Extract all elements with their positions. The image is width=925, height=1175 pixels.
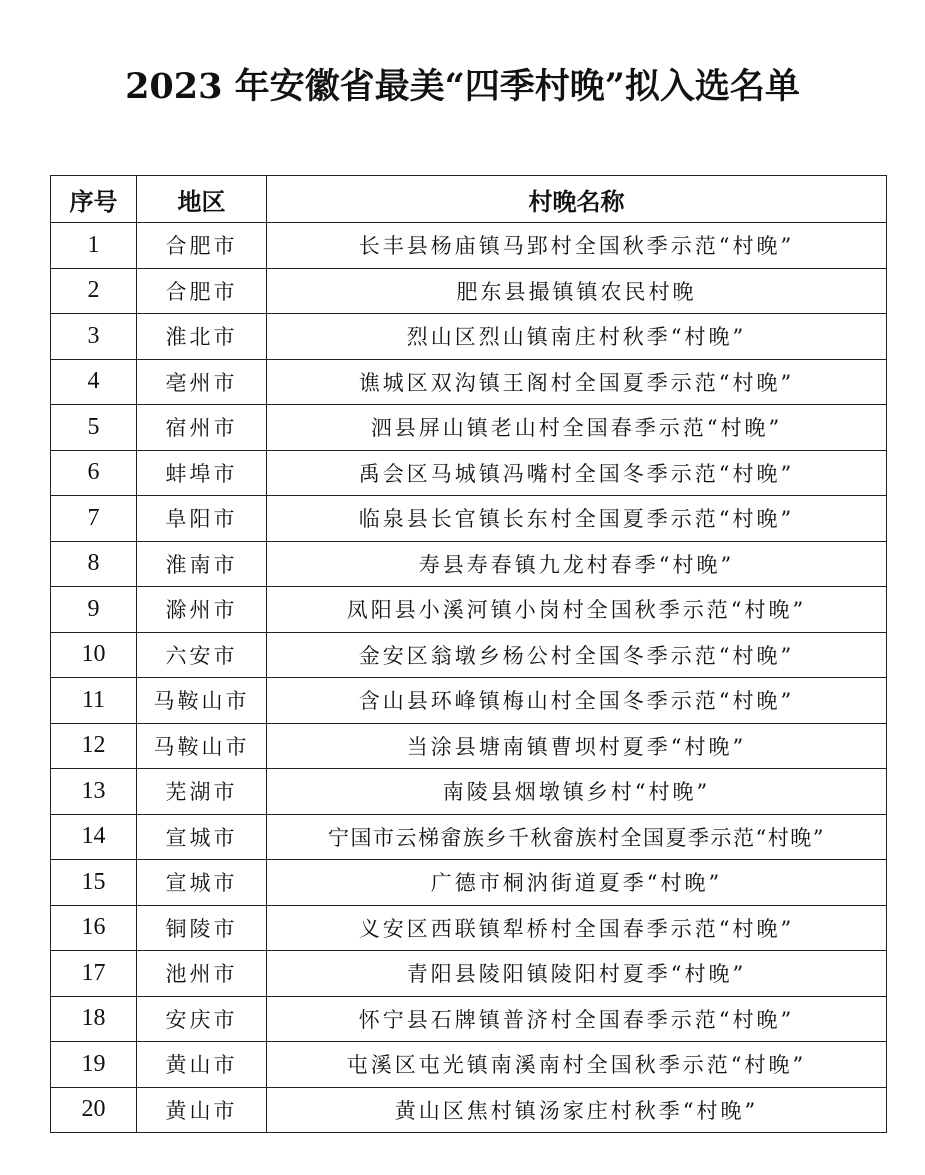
row-number: 20	[51, 1087, 137, 1133]
header-region: 地区	[137, 176, 267, 223]
row-region: 宿州市	[137, 405, 267, 451]
table-header-row	[51, 176, 887, 223]
row-number: 3	[51, 314, 137, 360]
row-event-name: 青阳县陵阳镇陵阳村夏季“村晚”	[267, 951, 887, 997]
row-region: 淮北市	[137, 314, 267, 360]
table-row	[51, 996, 887, 1042]
row-event-name: 当涂县塘南镇曹坝村夏季“村晚”	[267, 723, 887, 769]
row-region: 铜陵市	[137, 905, 267, 951]
row-number: 17	[51, 951, 137, 997]
table-row	[51, 587, 887, 633]
row-number: 5	[51, 405, 137, 451]
row-number: 11	[51, 678, 137, 724]
row-region: 蚌埠市	[137, 450, 267, 496]
row-event-name: 广德市桐汭街道夏季“村晚”	[267, 860, 887, 906]
row-region: 芜湖市	[137, 769, 267, 815]
row-number: 1	[51, 223, 137, 269]
table-row	[51, 359, 887, 405]
table-row	[51, 905, 887, 951]
row-number: 9	[51, 587, 137, 633]
table-row	[51, 541, 887, 587]
table-row	[51, 223, 887, 269]
header-number: 序号	[51, 176, 137, 223]
table-row	[51, 860, 887, 906]
table-row	[51, 450, 887, 496]
row-region: 亳州市	[137, 359, 267, 405]
row-event-name: 谯城区双沟镇王阁村全国夏季示范“村晚”	[267, 359, 887, 405]
row-number: 15	[51, 860, 137, 906]
row-event-name: 临泉县长官镇长东村全国夏季示范“村晚”	[267, 496, 887, 542]
row-event-name: 宁国市云梯畲族乡千秋畲族村全国夏季示范“村晚”	[267, 814, 887, 860]
row-region: 宣城市	[137, 814, 267, 860]
row-event-name: 含山县环峰镇梅山村全国冬季示范“村晚”	[267, 678, 887, 724]
header-name: 村晚名称	[267, 176, 887, 223]
row-event-name: 禹会区马城镇冯嘴村全国冬季示范“村晚”	[267, 450, 887, 496]
table-row	[51, 678, 887, 724]
row-event-name: 凤阳县小溪河镇小岗村全国秋季示范“村晚”	[267, 587, 887, 633]
row-event-name: 屯溪区屯光镇南溪南村全国秋季示范“村晚”	[267, 1042, 887, 1088]
row-number: 12	[51, 723, 137, 769]
row-event-name: 义安区西联镇犁桥村全国春季示范“村晚”	[267, 905, 887, 951]
selection-table	[50, 175, 887, 1133]
row-number: 8	[51, 541, 137, 587]
row-number: 13	[51, 769, 137, 815]
row-number: 14	[51, 814, 137, 860]
row-event-name: 金安区翁墩乡杨公村全国冬季示范“村晚”	[267, 632, 887, 678]
table-row	[51, 814, 887, 860]
table-row	[51, 1087, 887, 1133]
table-row	[51, 268, 887, 314]
row-region: 合肥市	[137, 223, 267, 269]
table-row	[51, 723, 887, 769]
page-title: 2023 年安徽省最美“四季村晚”拟入选名单	[125, 66, 800, 107]
row-region: 淮南市	[137, 541, 267, 587]
row-region: 滁州市	[137, 587, 267, 633]
row-number: 10	[51, 632, 137, 678]
table-row	[51, 951, 887, 997]
row-number: 18	[51, 996, 137, 1042]
table-row	[51, 632, 887, 678]
table-row	[51, 1042, 887, 1088]
row-number: 7	[51, 496, 137, 542]
row-event-name: 南陵县烟墩镇乡村“村晚”	[267, 769, 887, 815]
row-number: 4	[51, 359, 137, 405]
row-event-name: 黄山区焦村镇汤家庄村秋季“村晚”	[267, 1087, 887, 1133]
row-region: 宣城市	[137, 860, 267, 906]
row-region: 黄山市	[137, 1042, 267, 1088]
row-region: 池州市	[137, 951, 267, 997]
row-region: 安庆市	[137, 996, 267, 1042]
row-region: 六安市	[137, 632, 267, 678]
row-number: 16	[51, 905, 137, 951]
table-row	[51, 405, 887, 451]
row-event-name: 怀宁县石牌镇普济村全国春季示范“村晚”	[267, 996, 887, 1042]
row-number: 2	[51, 268, 137, 314]
row-region: 马鞍山市	[137, 723, 267, 769]
row-region: 阜阳市	[137, 496, 267, 542]
row-event-name: 寿县寿春镇九龙村春季“村晚”	[267, 541, 887, 587]
row-event-name: 肥东县撮镇镇农民村晚	[267, 268, 887, 314]
row-event-name: 烈山区烈山镇南庄村秋季“村晚”	[267, 314, 887, 360]
row-number: 19	[51, 1042, 137, 1088]
row-region: 合肥市	[137, 268, 267, 314]
table-row	[51, 496, 887, 542]
row-number: 6	[51, 450, 137, 496]
row-region: 马鞍山市	[137, 678, 267, 724]
table-row	[51, 769, 887, 815]
table-row	[51, 314, 887, 360]
row-region: 黄山市	[137, 1087, 267, 1133]
row-event-name: 长丰县杨庙镇马郢村全国秋季示范“村晚”	[267, 223, 887, 269]
row-event-name: 泗县屏山镇老山村全国春季示范“村晚”	[267, 405, 887, 451]
